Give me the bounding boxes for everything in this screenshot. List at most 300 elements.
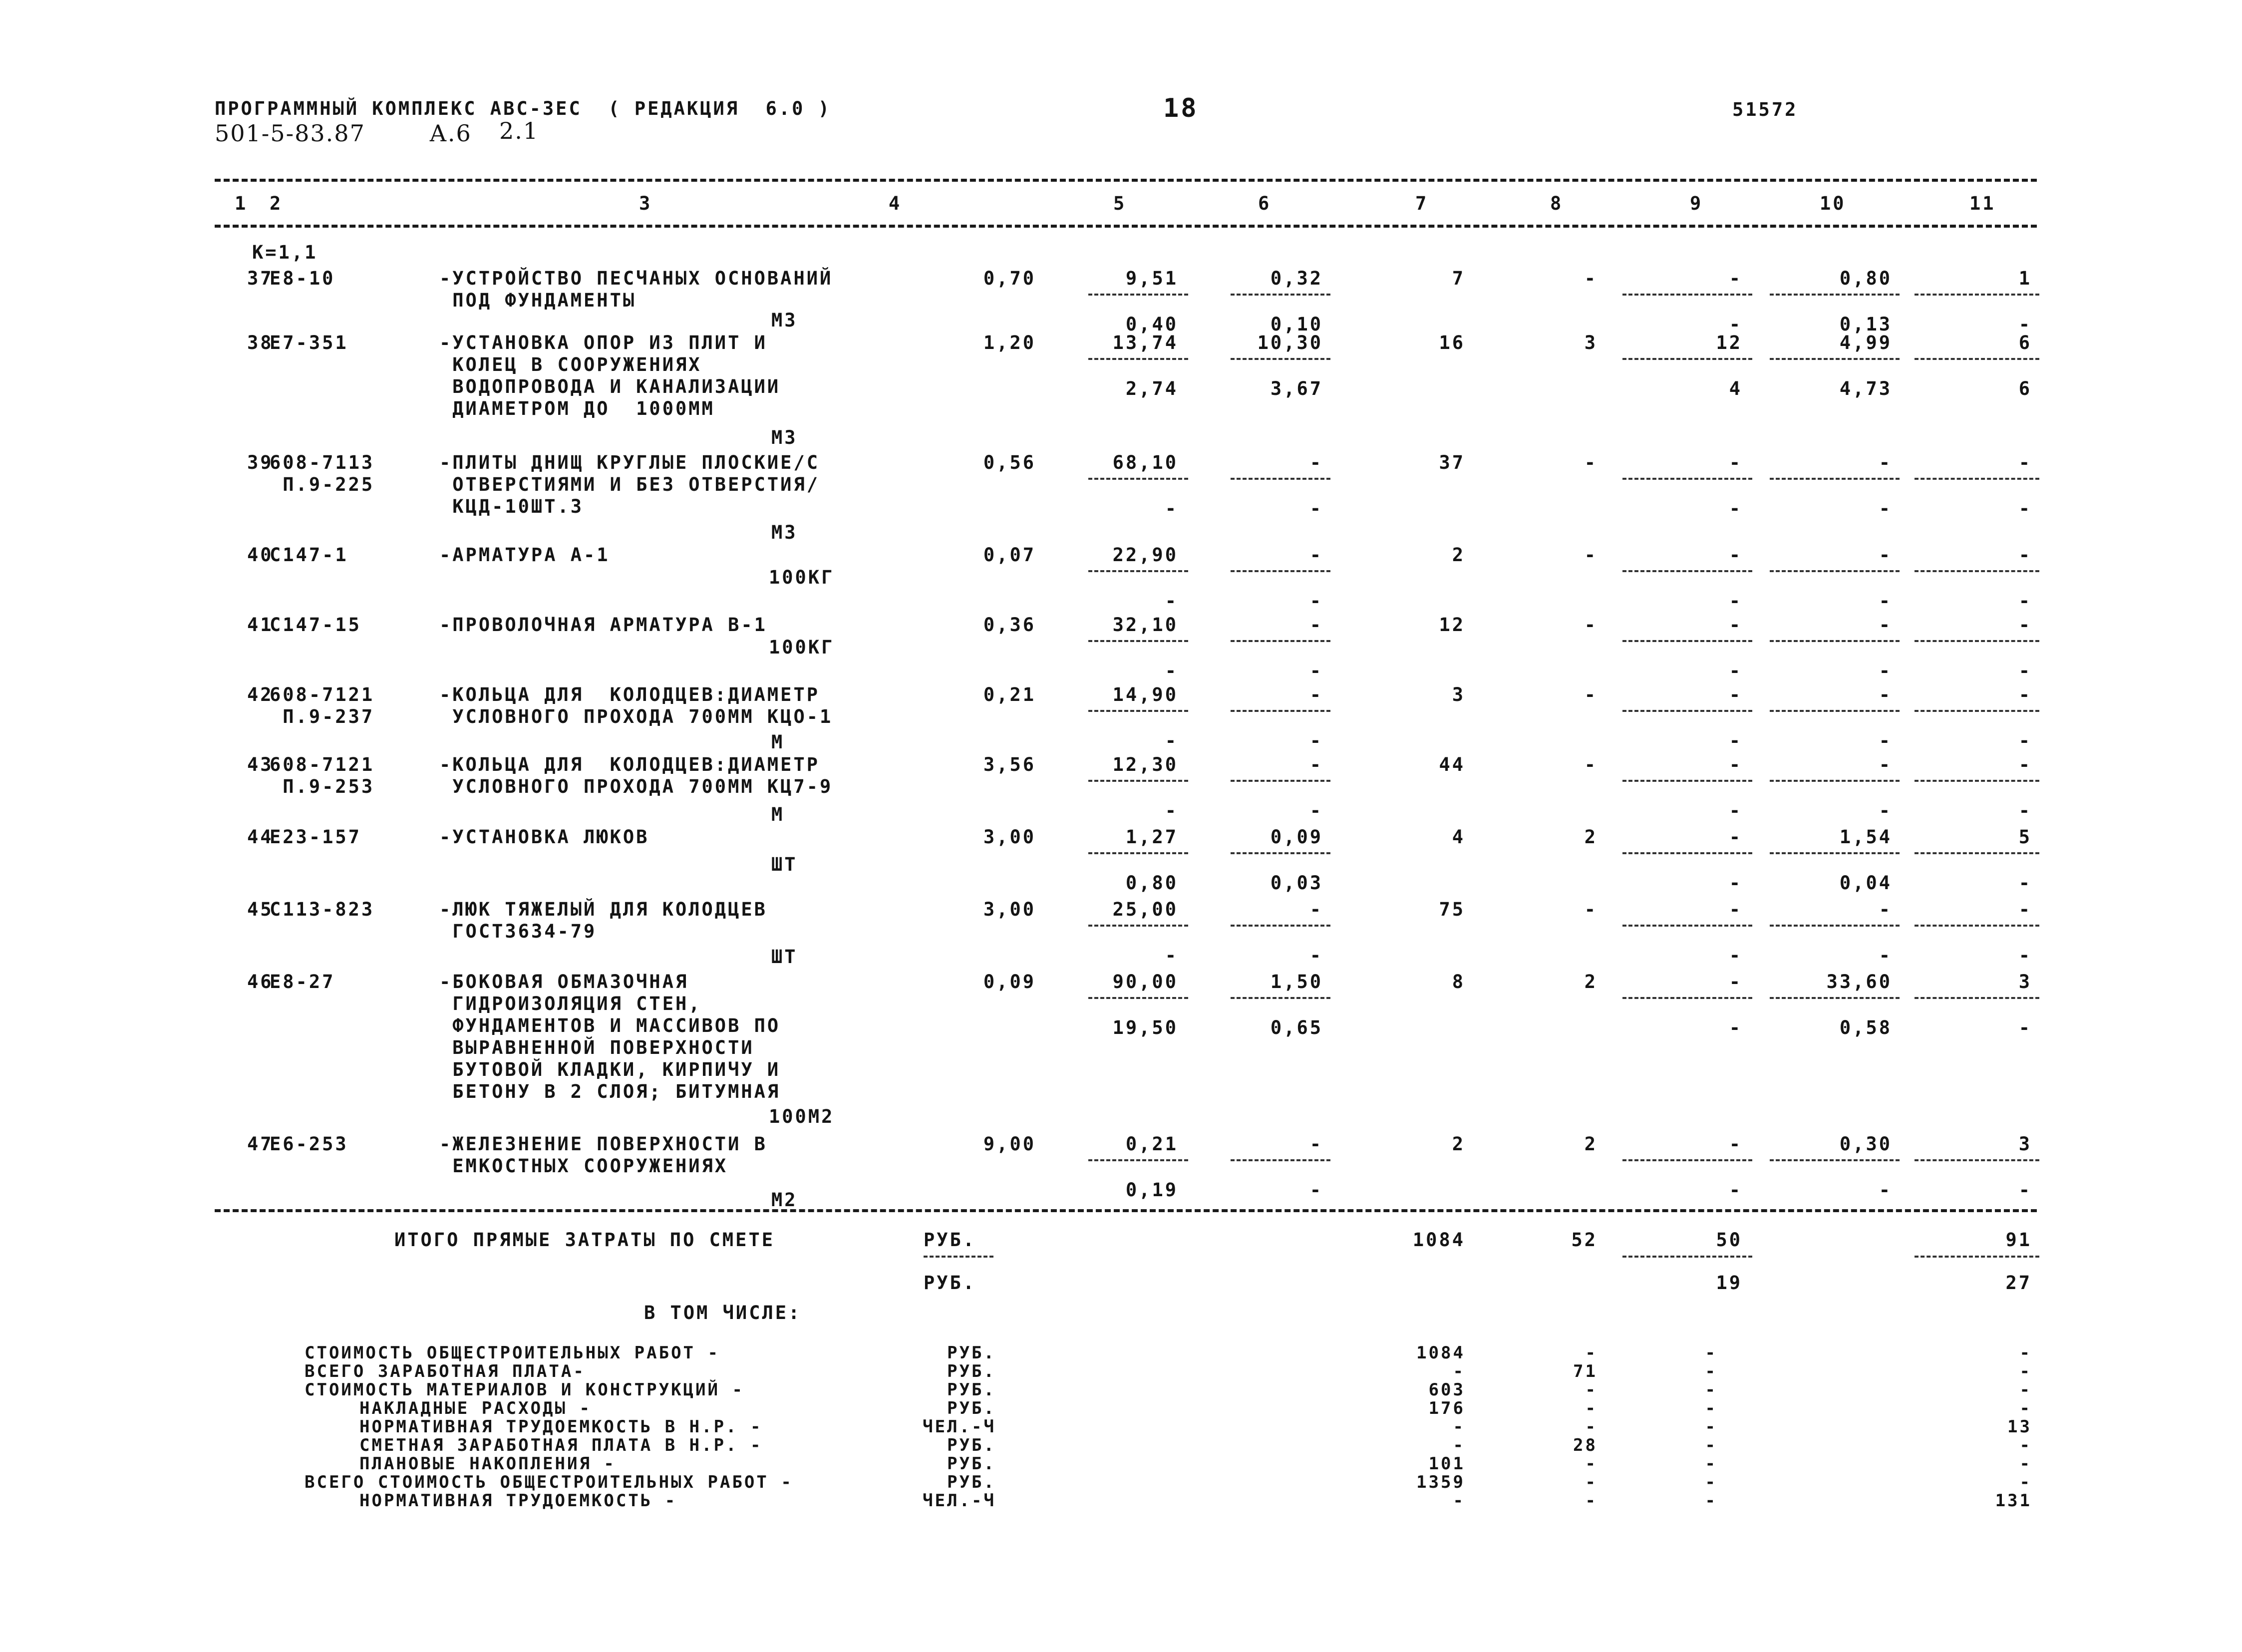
row-separator (1231, 640, 1330, 642)
cell-c9b: - (1729, 1179, 1742, 1201)
row-separator (1622, 710, 1752, 712)
cell-c5: 32,10 (1112, 614, 1178, 636)
row-separator (1915, 570, 2039, 572)
summary-c11: 13 (2007, 1417, 2032, 1437)
row-separator (1770, 710, 1900, 712)
summary-label: НАКЛАДНЫЕ РАСХОДЫ - (359, 1398, 592, 1418)
row-name: -ПЛИТЫ ДНИЩ КРУГЛЫЕ ПЛОСКИЕ/С ОТВЕРСТИЯМИ И БЕЗ ОТВЕРСТИЯ/ КЦД-10ШТ.3 (439, 452, 820, 517)
cell-c9b: - (1729, 800, 1742, 821)
cell-c6: - (1309, 754, 1323, 775)
cell-c11: - (2018, 614, 2032, 636)
summary-c11: - (2019, 1398, 2032, 1418)
cell-c8: - (1584, 754, 1598, 775)
row-separator (1915, 710, 2039, 712)
summary-c7: - (1453, 1435, 1465, 1455)
row-separator (1622, 925, 1752, 927)
summary-unit: РУБ. (947, 1454, 996, 1474)
cell-c11: - (2018, 684, 2032, 705)
row-number: 43 (247, 754, 274, 775)
cell-c6: - (1309, 684, 1323, 705)
row-number: 47 (247, 1133, 274, 1155)
totals-c11b: 27 (2005, 1272, 2032, 1294)
row-separator (1231, 294, 1330, 296)
summary-c8: - (1585, 1380, 1598, 1400)
cell-c7: 3 (1452, 684, 1465, 705)
row-separator (1088, 852, 1188, 854)
row-separator (1088, 294, 1188, 296)
cell-c11: - (2018, 754, 2032, 775)
row-separator (1088, 710, 1188, 712)
summary-c11: - (2019, 1454, 2032, 1474)
including-label: В ТОМ ЧИСЛЕ: (644, 1302, 802, 1323)
summary-c11: 131 (1995, 1491, 2032, 1511)
cell-c6b: - (1309, 660, 1323, 681)
column-header-8: 8 (1550, 193, 1564, 214)
row-separator (1088, 925, 1188, 927)
cell-c11b: - (2018, 730, 2032, 751)
row-separator (1231, 710, 1330, 712)
row-number: 37 (247, 268, 274, 289)
column-header-11: 11 (1969, 193, 1996, 214)
cell-qty: 1,20 (983, 332, 1036, 353)
summary-c8: - (1585, 1491, 1598, 1511)
summary-c7: - (1453, 1417, 1465, 1437)
row-separator (1622, 780, 1752, 782)
summary-unit: РУБ. (947, 1398, 996, 1418)
row-number: 40 (247, 544, 274, 566)
cell-c9b: - (1729, 660, 1742, 681)
row-name: -БОКОВАЯ ОБМАЗОЧНАЯ ГИДРОИЗОЛЯЦИЯ СТЕН, ФУНДАМЕНТОВ И МАССИВОВ ПО ВЫРАВНЕННОЙ ПОВЕРХНОСТИ БУТОВОЙ КЛАДКИ, КИРПИЧУ И БЕТОНУ В 2 СЛОЯ; БИТУМНАЯ (439, 971, 781, 1102)
cell-c9b: - (1729, 590, 1742, 612)
row-separator (1915, 780, 2039, 782)
summary-label: НОРМАТИВНАЯ ТРУДОЕМКОСТЬ В Н.Р. - (359, 1417, 763, 1437)
cell-c10b: - (1879, 730, 1892, 751)
cell-c10b: 0,04 (1839, 872, 1892, 894)
row-separator (1915, 852, 2039, 854)
row-code: Е6-253 (270, 1133, 348, 1155)
row-unit: ШТ (771, 946, 798, 968)
row-separator (1622, 358, 1752, 360)
row-unit: 100КГ (769, 637, 835, 658)
cell-c11: - (2018, 544, 2032, 566)
cell-c6: - (1309, 614, 1323, 636)
summary-c11: - (2019, 1435, 2032, 1455)
summary-c7: - (1453, 1491, 1465, 1511)
cell-qty: 0,70 (983, 268, 1036, 289)
row-code: С147-15 (270, 614, 361, 636)
cell-c7: 37 (1439, 452, 1465, 473)
row-separator (1770, 1159, 1900, 1161)
row-number: 46 (247, 971, 274, 992)
summary-c11: - (2019, 1361, 2032, 1381)
row-separator (1770, 925, 1900, 927)
cell-c10b: - (1879, 800, 1892, 821)
cell-c8: - (1584, 452, 1598, 473)
cell-c10: - (1879, 899, 1892, 920)
cell-c5b: - (1165, 945, 1178, 966)
cell-c11b: - (2018, 945, 2032, 966)
cell-c6: 0,09 (1270, 826, 1323, 848)
cell-c5: 22,90 (1112, 544, 1178, 566)
cell-c10: - (1879, 614, 1892, 636)
row-separator (1088, 780, 1188, 782)
cell-c11b: - (2018, 498, 2032, 519)
summary-c9: - (1705, 1361, 1717, 1381)
cell-c6b: - (1309, 590, 1323, 612)
row-number: 38 (247, 332, 274, 353)
cell-c10b: 0,13 (1839, 314, 1892, 335)
summary-c7: 603 (1428, 1380, 1465, 1400)
cell-c5b: 0,40 (1125, 314, 1178, 335)
row-separator (1088, 570, 1188, 572)
cell-c10b: 4,73 (1839, 378, 1892, 399)
row-separator (1231, 925, 1330, 927)
cell-c9b: - (1729, 730, 1742, 751)
cell-c11b: 6 (2018, 378, 2032, 399)
summary-label: СТОИМОСТЬ МАТЕРИАЛОВ И КОНСТРУКЦИЙ - (305, 1380, 744, 1400)
cell-c6: 10,30 (1257, 332, 1323, 353)
row-number: 42 (247, 684, 274, 705)
cell-c11b: - (2018, 800, 2032, 821)
cell-c5: 25,00 (1112, 899, 1178, 920)
row-number: 39 (247, 452, 274, 473)
row-unit: ШТ (771, 854, 798, 875)
cell-c5b: 0,19 (1125, 1179, 1178, 1201)
cell-qty: 3,00 (983, 826, 1036, 848)
cell-c8: 2 (1584, 1133, 1598, 1155)
summary-label: НОРМАТИВНАЯ ТРУДОЕМКОСТЬ - (359, 1491, 677, 1511)
row-name: -УСТАНОВКА ОПОР ИЗ ПЛИТ И КОЛЕЦ В СООРУЖЕНИЯХ ВОДОПРОВОДА И КАНАЛИЗАЦИИ ДИАМЕТРОМ ДО 1000ММ (439, 332, 781, 419)
cell-c6: - (1309, 452, 1323, 473)
cell-c6b: 0,03 (1270, 872, 1323, 894)
row-code: С147-1 (270, 544, 348, 566)
cell-c10: - (1879, 754, 1892, 775)
row-name: -ЖЕЛЕЗНЕНИЕ ПОВЕРХНОСТИ В ЕМКОСТНЫХ СООРУЖЕНИЯХ (439, 1133, 767, 1177)
row-code: Е23-157 (270, 826, 361, 848)
cell-c7: 2 (1452, 1133, 1465, 1155)
row-number: 44 (247, 826, 274, 848)
cell-c9: - (1729, 268, 1742, 289)
row-separator (1915, 1159, 2039, 1161)
row-separator (1088, 358, 1188, 360)
row-separator (1088, 997, 1188, 999)
summary-c8: - (1585, 1343, 1598, 1363)
row-separator (1770, 294, 1900, 296)
summary-c11: - (2019, 1472, 2032, 1492)
cell-qty: 0,21 (983, 684, 1036, 705)
cell-c7: 4 (1452, 826, 1465, 848)
column-header-3: 3 (639, 193, 652, 214)
cell-qty: 9,00 (983, 1133, 1036, 1155)
row-separator (1770, 478, 1900, 480)
row-separator (1622, 1159, 1752, 1161)
cell-c8: - (1584, 268, 1598, 289)
cell-c8: 2 (1584, 971, 1598, 992)
cell-qty: 0,09 (983, 971, 1036, 992)
summary-unit: РУБ. (947, 1380, 996, 1400)
cell-qty: 3,00 (983, 899, 1036, 920)
summary-label: ВСЕГО СТОИМОСТЬ ОБЩЕСТРОИТЕЛЬНЫХ РАБОТ - (305, 1472, 793, 1492)
row-unit: М3 (771, 427, 798, 448)
totals-separator (1622, 1256, 1752, 1258)
cell-c7: 2 (1452, 544, 1465, 566)
summary-c7: 176 (1428, 1398, 1465, 1418)
header-top-rule (215, 179, 2037, 182)
row-separator (1915, 478, 2039, 480)
column-header-5: 5 (1113, 193, 1127, 214)
cell-c11: - (2018, 452, 2032, 473)
row-separator (1915, 640, 2039, 642)
cell-c11b: - (2018, 590, 2032, 612)
cell-c6: - (1309, 1133, 1323, 1155)
cell-c8: - (1584, 614, 1598, 636)
row-separator (1770, 358, 1900, 360)
column-header-1: 1 (235, 193, 248, 214)
summary-c7: 1084 (1416, 1343, 1465, 1363)
row-unit: 100М2 (769, 1106, 835, 1127)
column-header-4: 4 (889, 193, 902, 214)
column-header-2: 2 (270, 193, 283, 214)
row-name: -ЛЮК ТЯЖЕЛЫЙ ДЛЯ КОЛОДЦЕВ ГОСТ3634-79 (439, 899, 767, 942)
row-number: 45 (247, 899, 274, 920)
cell-c6b: 0,10 (1270, 314, 1323, 335)
cell-c10b: - (1879, 590, 1892, 612)
album-code: А.6 (429, 120, 472, 147)
cell-c11b: - (2018, 1017, 2032, 1038)
cell-c7: 75 (1439, 899, 1465, 920)
cell-c5: 0,21 (1125, 1133, 1178, 1155)
cell-c10: 33,60 (1826, 971, 1892, 992)
cell-c5b: - (1165, 800, 1178, 821)
cell-c11: - (2018, 899, 2032, 920)
cell-c5b: 19,50 (1112, 1017, 1178, 1038)
column-header-10: 10 (1820, 193, 1846, 214)
row-unit: М3 (771, 310, 798, 331)
row-code: Е7-351 (270, 332, 348, 353)
cell-c6b: 0,65 (1270, 1017, 1323, 1038)
row-name: -АРМАТУРА А-1 (439, 544, 610, 566)
cell-c11: 3 (2018, 971, 2032, 992)
row-separator (1770, 780, 1900, 782)
cell-qty: 0,36 (983, 614, 1036, 636)
row-separator (1770, 570, 1900, 572)
cell-c10: 0,80 (1839, 268, 1892, 289)
cell-c9b: - (1729, 872, 1742, 894)
cell-c9b: - (1729, 1017, 1742, 1038)
row-separator (1231, 997, 1330, 999)
cell-c6b: 3,67 (1270, 378, 1323, 399)
cell-c8: 3 (1584, 332, 1598, 353)
row-separator (1770, 852, 1900, 854)
totals-c11: 91 (2005, 1229, 2032, 1251)
program-title: ПРОГРАММНЫЙ КОМПЛЕКС АВС-ЗЕС ( РЕДАКЦИЯ 6.0 ) (215, 98, 831, 119)
row-unit: М (771, 804, 785, 825)
row-separator (1231, 852, 1330, 854)
cell-c6b: - (1309, 1179, 1323, 1201)
cell-c5b: - (1165, 590, 1178, 612)
cell-c9: - (1729, 684, 1742, 705)
totals-c8: 52 (1571, 1229, 1598, 1251)
cell-c10b: - (1879, 1179, 1892, 1201)
cell-c10: - (1879, 684, 1892, 705)
row-name: -ПРОВОЛОЧНАЯ АРМАТУРА В-1 (439, 614, 767, 636)
cell-c5: 68,10 (1112, 452, 1178, 473)
cell-c8: - (1584, 684, 1598, 705)
cell-c9: - (1729, 899, 1742, 920)
summary-unit: РУБ. (947, 1472, 996, 1492)
document-code: 501-5-83.87 (215, 120, 365, 147)
summary-c9: - (1705, 1343, 1717, 1363)
row-separator (1915, 294, 2039, 296)
cell-c10: - (1879, 452, 1892, 473)
cell-c9: - (1729, 1133, 1742, 1155)
column-header-7: 7 (1415, 193, 1429, 214)
row-separator (1622, 640, 1752, 642)
cell-c9: - (1729, 971, 1742, 992)
row-name: -УСТРОЙСТВО ПЕСЧАНЫХ ОСНОВАНИЙ ПОД ФУНДАМЕНТЫ (439, 268, 833, 311)
cell-c10: 4,99 (1839, 332, 1892, 353)
row-code: Е8-27 (270, 971, 335, 992)
cell-c9: 12 (1716, 332, 1742, 353)
totals-c7: 1084 (1412, 1229, 1465, 1251)
cell-c9: - (1729, 544, 1742, 566)
cell-c11b: - (2018, 660, 2032, 681)
row-separator (1915, 358, 2039, 360)
cell-c6b: - (1309, 730, 1323, 751)
cell-c10b: - (1879, 945, 1892, 966)
summary-c8: - (1585, 1472, 1598, 1492)
row-name: -КОЛЬЦА ДЛЯ КОЛОДЦЕВ:ДИАМЕТР УСЛОВНОГО ПРОХОДА 700ММ КЦ7-9 (439, 754, 833, 797)
row-separator (1915, 925, 2039, 927)
row-separator (1231, 1159, 1330, 1161)
row-separator (1915, 997, 2039, 999)
row-unit: М3 (771, 522, 798, 543)
row-code: 608-7121 П.9-253 (270, 754, 375, 797)
cell-c6b: - (1309, 800, 1323, 821)
summary-label: СТОИМОСТЬ ОБЩЕСТРОИТЕЛЬНЫХ РАБОТ - (305, 1343, 720, 1363)
row-unit: 100КГ (769, 567, 835, 588)
row-separator (1622, 997, 1752, 999)
document-number: 51572 (1732, 99, 1798, 120)
column-header-9: 9 (1690, 193, 1703, 214)
cell-c6: 1,50 (1270, 971, 1323, 992)
row-separator (1770, 997, 1900, 999)
cell-c10b: - (1879, 498, 1892, 519)
row-name: -КОЛЬЦА ДЛЯ КОЛОДЦЕВ:ДИАМЕТР УСЛОВНОГО ПРОХОДА 700ММ КЦО-1 (439, 684, 833, 727)
row-separator (1088, 1159, 1188, 1161)
cell-c6: 0,32 (1270, 268, 1323, 289)
cell-qty: 3,56 (983, 754, 1036, 775)
cell-c11b: - (2018, 1179, 2032, 1201)
summary-c9: - (1705, 1472, 1717, 1492)
summary-unit: РУБ. (947, 1361, 996, 1381)
row-separator (1622, 478, 1752, 480)
cell-c11: 1 (2018, 268, 2032, 289)
row-separator (1622, 294, 1752, 296)
row-number: 41 (247, 614, 274, 636)
cell-c6b: - (1309, 945, 1323, 966)
summary-c8: 28 (1573, 1435, 1598, 1455)
cell-c5: 1,27 (1125, 826, 1178, 848)
table-bottom-rule (215, 1209, 2037, 1212)
cell-c6b: - (1309, 498, 1323, 519)
row-separator (1770, 640, 1900, 642)
cell-c5: 13,74 (1112, 332, 1178, 353)
cell-c9: - (1729, 452, 1742, 473)
summary-c9: - (1705, 1380, 1717, 1400)
summary-label: ВСЕГО ЗАРАБОТНАЯ ПЛАТА- (305, 1361, 586, 1381)
cell-c11: 5 (2018, 826, 2032, 848)
cell-c11: 6 (2018, 332, 2032, 353)
cell-c5b: - (1165, 730, 1178, 751)
totals-separator (1915, 1256, 2039, 1258)
cell-c10b: - (1879, 660, 1892, 681)
row-separator (1622, 852, 1752, 854)
header-bottom-rule (215, 225, 2037, 228)
cell-c5: 12,30 (1112, 754, 1178, 775)
cell-c5: 90,00 (1112, 971, 1178, 992)
cell-c9b: - (1729, 945, 1742, 966)
summary-unit: ЧЕЛ.-Ч (923, 1491, 996, 1511)
row-code: 608-7121 П.9-237 (270, 684, 375, 727)
cell-c10: 1,54 (1839, 826, 1892, 848)
summary-unit: РУБ. (947, 1343, 996, 1363)
cell-c6: - (1309, 899, 1323, 920)
summary-c11: - (2019, 1380, 2032, 1400)
cell-qty: 0,56 (983, 452, 1036, 473)
row-separator (1088, 478, 1188, 480)
cell-c9: - (1729, 754, 1742, 775)
totals-c9b: 19 (1716, 1272, 1742, 1294)
summary-c11: - (2019, 1343, 2032, 1363)
cell-c5b: - (1165, 498, 1178, 519)
summary-c9: - (1705, 1435, 1717, 1455)
cell-c11b: - (2018, 872, 2032, 894)
cell-c7: 12 (1439, 614, 1465, 636)
cell-qty: 0,07 (983, 544, 1036, 566)
cell-c5b: 2,74 (1125, 378, 1178, 399)
summary-c9: - (1705, 1398, 1717, 1418)
summary-c8: - (1585, 1417, 1598, 1437)
cell-c5b: 0,80 (1125, 872, 1178, 894)
cell-c7: 44 (1439, 754, 1465, 775)
row-separator (1231, 358, 1330, 360)
cell-c10: 0,30 (1839, 1133, 1892, 1155)
cell-c9b: - (1729, 498, 1742, 519)
summary-c9: - (1705, 1417, 1717, 1437)
totals-unit1: РУБ. (924, 1229, 976, 1251)
row-separator (1231, 780, 1330, 782)
cell-c11: 3 (2018, 1133, 2032, 1155)
totals-separator (924, 1256, 993, 1258)
cell-c5: 9,51 (1125, 268, 1178, 289)
cell-c9b: - (1729, 314, 1742, 335)
row-code: С113-823 (270, 899, 375, 920)
column-header-6: 6 (1258, 193, 1272, 214)
row-name: -УСТАНОВКА ЛЮКОВ (439, 826, 649, 848)
summary-label: СМЕТНАЯ ЗАРАБОТНАЯ ПЛАТА В Н.Р. - (359, 1435, 763, 1455)
row-separator (1622, 570, 1752, 572)
sheet-part: 2.1 (499, 117, 539, 144)
row-separator (1088, 640, 1188, 642)
row-separator (1231, 478, 1330, 480)
coefficient-note: К=1,1 (252, 242, 318, 263)
totals-label: ИТОГО ПРЯМЫЕ ЗАТРАТЫ ПО СМЕТЕ (394, 1229, 775, 1251)
summary-c8: 71 (1573, 1361, 1598, 1381)
cell-c6: - (1309, 544, 1323, 566)
row-unit: М2 (771, 1189, 798, 1211)
row-separator (1231, 570, 1330, 572)
